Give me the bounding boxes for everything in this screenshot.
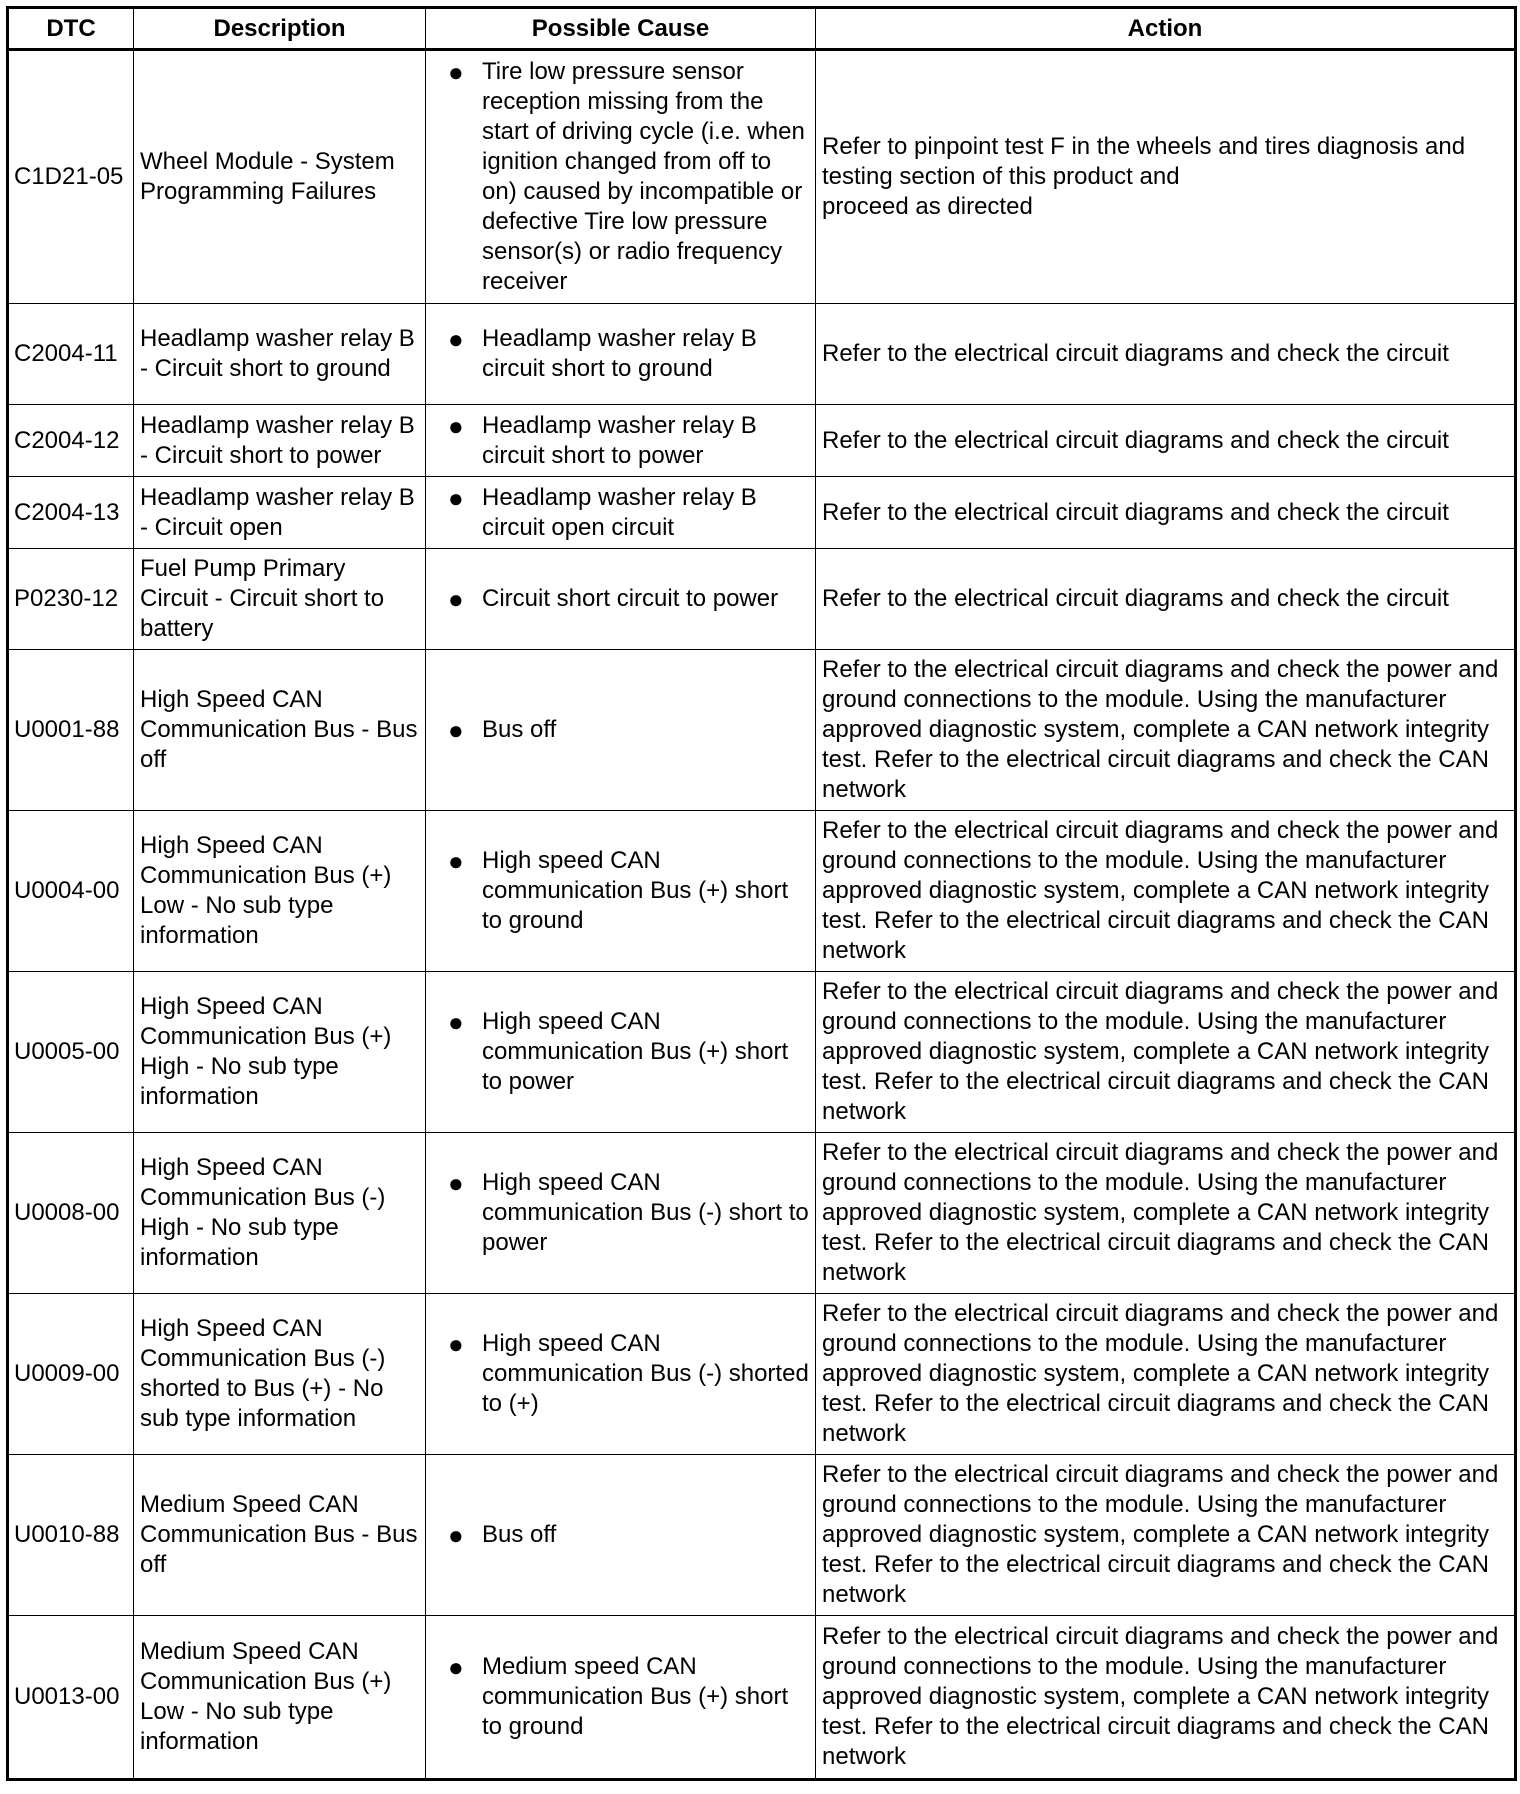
dtc-code: U0005-00	[8, 972, 134, 1133]
description-cell: Medium Speed CAN Communication Bus - Bus off	[134, 1455, 426, 1616]
cause-cell	[426, 1133, 816, 1294]
action-text: Refer to the electrical circuit diagrams and check the power and ground connections to the module. Using the manufacturer approved diagnostic system, complete a CAN network integrity test. Refer to the electrical circuit diagrams and check the CAN network	[822, 1623, 1499, 1770]
dtc-code: C2004-12	[8, 405, 134, 477]
description-cell: Headlamp washer relay B - Circuit short to ground	[134, 304, 426, 405]
dtc-code: U0009-00	[8, 1294, 134, 1455]
table-row	[8, 50, 1516, 304]
table-row	[8, 811, 1516, 972]
cause-cell	[426, 1616, 816, 1780]
cause-cell	[426, 405, 816, 477]
description-cell: High Speed CAN Communication Bus (+) Low - No sub type information	[134, 811, 426, 972]
bullet-icon: ●	[448, 1007, 464, 1037]
action-text: Refer to the electrical circuit diagrams and check the power and ground connections to the module. Using the manufacturer approved diagnostic system, complete a CAN network integrity test. Refer to the electrical circuit diagrams and check the CAN network	[822, 1461, 1499, 1608]
table-row	[8, 304, 1516, 405]
action-cell	[816, 549, 1516, 650]
dtc-code: C1D21-05	[8, 50, 134, 304]
action-text: Refer to the electrical circuit diagrams and check the power and ground connections to the module. Using the manufacturer approved diagnostic system, complete a CAN network integrity test. Refer to the electrical circuit diagrams and check the CAN network	[822, 817, 1499, 964]
description-cell: High Speed CAN Communication Bus (-) High - No sub type information	[134, 1133, 426, 1294]
action-text: Refer to the electrical circuit diagrams and check the power and ground connections to the module. Using the manufacturer approved diagnostic system, complete a CAN network integrity test. Refer to the electrical circuit diagrams and check the CAN network	[822, 656, 1499, 803]
description-cell: Wheel Module - System Programming Failures	[134, 50, 426, 304]
header-possible-cause: Possible Cause	[426, 8, 816, 50]
table-row	[8, 1133, 1516, 1294]
action-cell	[816, 50, 1516, 304]
action-cell	[816, 1133, 1516, 1294]
cause-cell	[426, 650, 816, 811]
action-cell	[816, 1294, 1516, 1455]
cause-text: High speed CAN communication Bus (-) short to power	[482, 1169, 809, 1256]
table-row	[8, 405, 1516, 477]
bullet-icon: ●	[448, 715, 464, 745]
action-cell	[816, 650, 1516, 811]
cause-text: Headlamp washer relay B circuit short to power	[482, 411, 757, 469]
table-row	[8, 650, 1516, 811]
table-header-row	[8, 8, 1516, 50]
description-cell: Medium Speed CAN Communication Bus (+) Low - No sub type information	[134, 1616, 426, 1780]
cause-cell	[426, 1455, 816, 1616]
header-action: Action	[816, 8, 1516, 50]
table-row	[8, 1294, 1516, 1455]
description-cell: Headlamp washer relay B - Circuit short to power	[134, 405, 426, 477]
dtc-code: U0001-88	[8, 650, 134, 811]
bullet-icon: ●	[448, 584, 464, 614]
bullet-icon: ●	[448, 1652, 464, 1682]
action-cell	[816, 304, 1516, 405]
cause-text: High speed CAN communication Bus (-) shorted to (+)	[482, 1330, 809, 1417]
dtc-code: U0013-00	[8, 1616, 134, 1780]
bullet-icon: ●	[448, 1329, 464, 1359]
description-cell: Fuel Pump Primary Circuit - Circuit short to battery	[134, 549, 426, 650]
cause-cell	[426, 304, 816, 405]
cause-text: Headlamp washer relay B circuit short to ground	[482, 325, 757, 382]
bullet-icon: ●	[448, 410, 464, 441]
dtc-table	[6, 6, 1517, 1781]
bullet-icon: ●	[448, 324, 464, 354]
action-cell	[816, 405, 1516, 477]
description-cell: High Speed CAN Communication Bus (-) shorted to Bus (+) - No sub type information	[134, 1294, 426, 1455]
header-description: Description	[134, 8, 426, 50]
table-row	[8, 1455, 1516, 1616]
action-cell	[816, 1616, 1516, 1780]
action-text: Refer to the electrical circuit diagrams and check the power and ground connections to the module. Using the manufacturer approved diagnostic system, complete a CAN network integrity test. Refer to the electrical circuit diagrams and check the CAN network	[822, 1300, 1499, 1447]
cause-cell	[426, 972, 816, 1133]
cause-text: High speed CAN communication Bus (+) short to ground	[482, 847, 789, 934]
table-row	[8, 477, 1516, 549]
dtc-code: U0008-00	[8, 1133, 134, 1294]
action-text: Refer to the electrical circuit diagrams and check the power and ground connections to the module. Using the manufacturer approved diagnostic system, complete a CAN network integrity test. Refer to the electrical circuit diagrams and check the CAN network	[822, 978, 1499, 1125]
cause-text: Headlamp washer relay B circuit open circuit	[482, 483, 757, 541]
cause-cell	[426, 477, 816, 549]
cause-text: Bus off	[482, 716, 557, 743]
dtc-code: U0004-00	[8, 811, 134, 972]
action-cell	[816, 972, 1516, 1133]
bullet-icon: ●	[448, 846, 464, 876]
bullet-icon: ●	[448, 1520, 464, 1550]
cause-cell	[426, 549, 816, 650]
action-text: Refer to pinpoint test F in the wheels and tires diagnosis and testing section of this product and proceed as directed	[822, 133, 1466, 220]
cause-cell	[426, 811, 816, 972]
dtc-code: C2004-11	[8, 304, 134, 405]
cause-text: Circuit short circuit to power	[482, 585, 779, 612]
action-cell	[816, 811, 1516, 972]
cause-text: Medium speed CAN communication Bus (+) short to ground	[482, 1653, 789, 1740]
description-cell: Headlamp washer relay B - Circuit open	[134, 477, 426, 549]
table-row	[8, 549, 1516, 650]
action-text: Refer to the electrical circuit diagrams and check the circuit	[822, 426, 1449, 454]
cause-text: Bus off	[482, 1521, 557, 1548]
action-text: Refer to the electrical circuit diagrams and check the circuit	[822, 585, 1449, 612]
cause-cell	[426, 1294, 816, 1455]
description-cell: High Speed CAN Communication Bus - Bus off	[134, 650, 426, 811]
action-text: Refer to the electrical circuit diagrams and check the power and ground connections to the module. Using the manufacturer approved diagnostic system, complete a CAN network integrity test. Refer to the electrical circuit diagrams and check the CAN network	[822, 1139, 1499, 1286]
table-row	[8, 1616, 1516, 1780]
action-text: Refer to the electrical circuit diagrams and check the circuit	[822, 340, 1449, 367]
bullet-icon: ●	[448, 1168, 464, 1198]
action-cell	[816, 477, 1516, 549]
header-dtc: DTC	[8, 8, 134, 50]
dtc-code: U0010-88	[8, 1455, 134, 1616]
bullet-icon: ●	[448, 57, 464, 87]
dtc-code: C2004-13	[8, 477, 134, 549]
action-cell	[816, 1455, 1516, 1616]
description-cell: High Speed CAN Communication Bus (+) High - No sub type information	[134, 972, 426, 1133]
cause-text: Tire low pressure sensor reception missing from the start of driving cycle (i.e. when ignition changed from off to on) caused by incompatible or defective Tire low pressure sensor(s) or radio frequency receiver	[482, 58, 805, 295]
dtc-code: P0230-12	[8, 549, 134, 650]
bullet-icon: ●	[448, 482, 464, 513]
cause-cell	[426, 50, 816, 304]
table-row	[8, 972, 1516, 1133]
cause-text: High speed CAN communication Bus (+) short to power	[482, 1008, 789, 1095]
action-text: Refer to the electrical circuit diagrams and check the circuit	[822, 498, 1449, 526]
